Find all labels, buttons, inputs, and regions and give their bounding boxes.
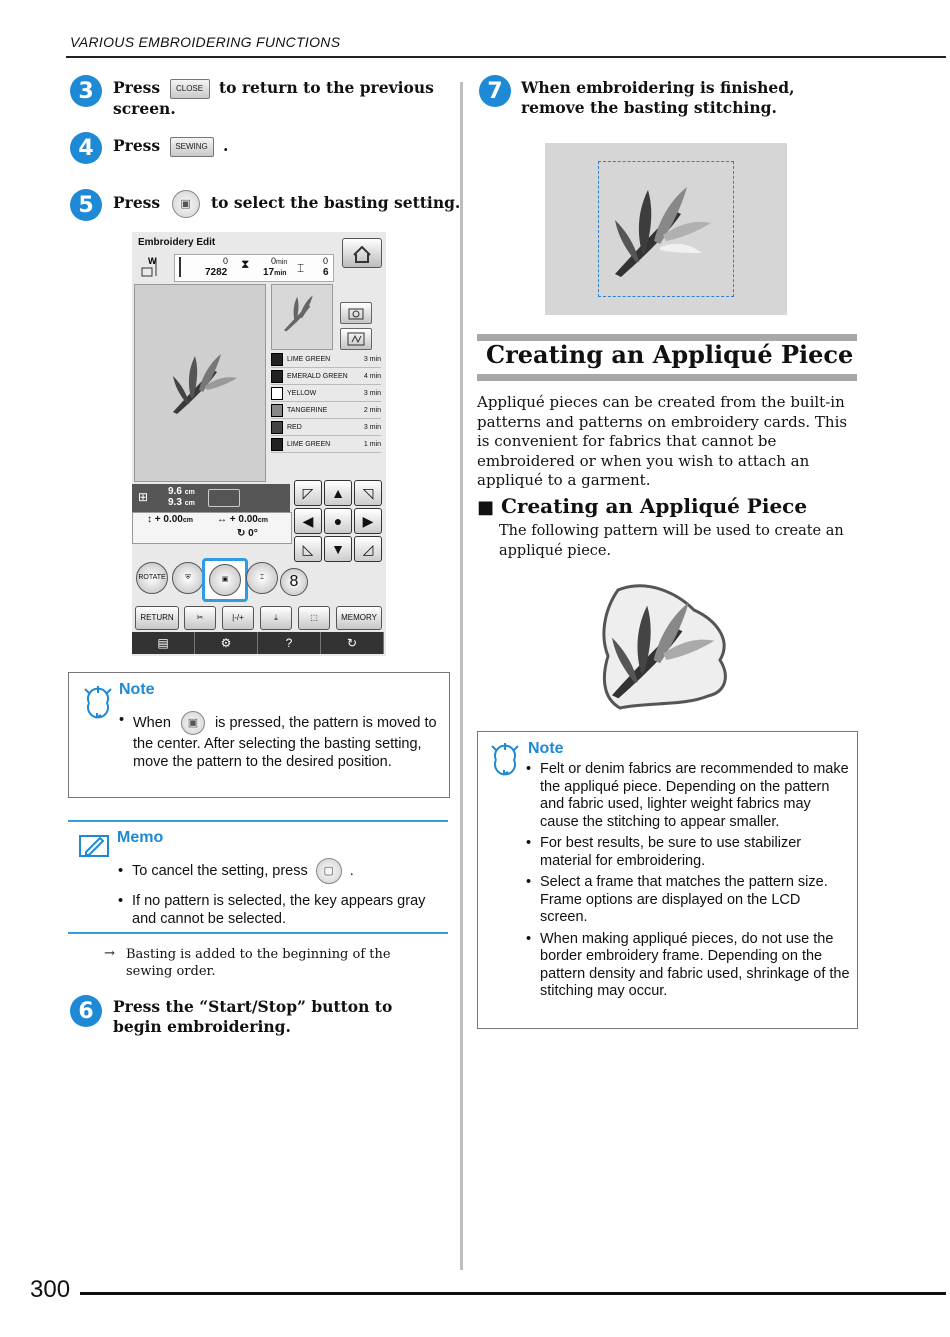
heading-rule-bottom xyxy=(477,374,857,381)
step-4-text xyxy=(113,136,228,157)
leaf-embroidery-icon xyxy=(135,285,265,481)
step-5-pre: Press xyxy=(113,193,161,212)
arrow-down-right-icon[interactable]: ◿ xyxy=(354,536,382,562)
basting-icon: ▣ xyxy=(181,711,205,735)
offset-unit: cm xyxy=(257,517,268,524)
spool-swatch xyxy=(271,353,283,366)
memo-title: Memo xyxy=(117,829,164,846)
column-divider xyxy=(460,82,463,1270)
note-item xyxy=(526,835,851,870)
memo-body xyxy=(118,858,438,928)
memo-item-1 xyxy=(132,858,354,884)
step-3-post2: screen. xyxy=(113,99,176,118)
step-number-6: 6 xyxy=(70,995,102,1027)
spool-swatch xyxy=(271,421,283,434)
note-bullet-post: is pressed, the pattern is moved xyxy=(214,714,421,731)
time-unit: min xyxy=(274,270,287,277)
color-count: 6 xyxy=(323,267,329,278)
basting-result-image xyxy=(545,143,787,315)
leaf-embroidery-icon xyxy=(598,580,734,712)
bullet-dot: • xyxy=(526,930,532,947)
list-icon[interactable]: ▤ xyxy=(132,632,195,654)
step-3-post: to return to the previous xyxy=(218,78,434,97)
time-top-unit: min xyxy=(276,259,288,266)
note-title: Note xyxy=(528,740,564,757)
arrow-left-icon[interactable]: ◀ xyxy=(294,508,322,534)
note-list xyxy=(526,761,851,1001)
shield-icon[interactable]: ⛨ xyxy=(172,562,204,594)
pattern-height xyxy=(168,497,195,508)
color-name: LIME GREEN xyxy=(287,441,331,448)
color-top: 0 xyxy=(323,256,329,266)
step-4-pre: Press xyxy=(113,136,161,155)
spool-icon: ⌶ xyxy=(297,261,305,275)
arrow-up-right-icon[interactable]: ◹ xyxy=(354,480,382,506)
spool-swatch xyxy=(271,387,283,400)
stitch-count: 7282 xyxy=(205,267,228,278)
arrow-right-icon: → xyxy=(104,946,115,961)
horizontal-offset-value: + 0.00 xyxy=(229,514,258,525)
step-number-3: 3 xyxy=(70,75,102,107)
note-item xyxy=(526,761,851,831)
header-rule xyxy=(66,56,946,58)
lcd-screen xyxy=(132,232,386,656)
note-item-text: Felt or denim fabrics are recommended to make the appliqué piece. Depending on the pattern and fabric used, lighter weight fabrics may cause the stitching to appear smaller. xyxy=(540,761,849,830)
color-row xyxy=(271,437,381,453)
note-item-text: When making appliqué pieces, do not use the border embroidery frame. Depending on the pattern density and fabric used, shrinkage of the stitching may occur. xyxy=(540,930,850,999)
size-panel xyxy=(132,484,290,512)
subheading xyxy=(477,494,807,518)
center-icon[interactable]: ● xyxy=(324,508,352,534)
bullet-dot: • xyxy=(118,893,124,909)
step-4-post: . xyxy=(222,136,229,155)
needle-adjust-icon[interactable]: |-/+ xyxy=(222,606,254,630)
basting-gray-icon: ▢ xyxy=(316,858,342,884)
note-icon xyxy=(81,685,115,727)
lcd-title: Embroidery Edit xyxy=(138,237,216,248)
color-time: 3 min xyxy=(363,356,381,363)
svg-text:W: W xyxy=(148,256,157,266)
note-bullet-rest: to the center. After selecting the basting setting, move the pattern to the desired position. xyxy=(133,714,437,770)
memo-icon xyxy=(78,830,110,860)
horizontal-offset: ↔ + 0.00cm xyxy=(217,514,268,525)
step-5-post: to select the basting setting. xyxy=(210,193,461,212)
intro-text: Appliqué pieces can be created from the built-in patterns and patterns on embroidery cards. This is convenient for fabrics that cannot be embroidered or when you wish to attach an appliqué to a garment. xyxy=(477,393,848,489)
size-icon: ⊞ xyxy=(138,490,149,504)
color-name: LIME GREEN xyxy=(287,356,331,363)
note-item xyxy=(526,874,851,927)
note-bullet xyxy=(119,711,439,771)
color-name: TANGERINE xyxy=(287,407,328,414)
time-top xyxy=(271,256,287,266)
arrow-up-icon[interactable]: ▲ xyxy=(324,480,352,506)
color-time: 4 min xyxy=(363,373,381,380)
rotate-button[interactable]: ROTATE xyxy=(136,562,168,594)
trial-icon[interactable]: ⬚ xyxy=(298,606,330,630)
arrow-down-icon[interactable]: ▼ xyxy=(324,536,352,562)
time-value: 17 xyxy=(263,267,275,278)
step-number-7: 7 xyxy=(479,75,511,107)
memo-item xyxy=(118,858,438,884)
color-name: RED xyxy=(287,424,302,431)
bullet-dot: • xyxy=(118,863,124,879)
color-row xyxy=(271,369,381,385)
arrow-right-icon[interactable]: ▶ xyxy=(354,508,382,534)
arrow-down-left-icon[interactable]: ◺ xyxy=(294,536,322,562)
step-7-text: When embroidering is finished, remove the basting stitching. xyxy=(521,78,795,117)
step-number-4: 4 xyxy=(70,132,102,164)
time-total xyxy=(263,267,287,278)
note-box xyxy=(68,672,450,798)
basting-icon: ▣ xyxy=(209,564,241,596)
note-icon xyxy=(488,742,522,784)
time-top-value: 0 xyxy=(271,256,277,266)
color-time: 2 min xyxy=(363,407,381,414)
memo-item-2: If no pattern is selected, the key appears gray and cannot be selected. xyxy=(132,893,426,927)
spool-button[interactable]: ⌶ xyxy=(246,562,278,594)
memo-item xyxy=(118,892,438,928)
rotation-angle-value: 0° xyxy=(248,528,258,539)
vertical-offset: ↕ + 0.00cm xyxy=(147,514,193,525)
color-row xyxy=(271,420,381,436)
needle-icon xyxy=(179,257,189,277)
note-bullet-text xyxy=(133,711,439,771)
scissors-icon[interactable]: ✂ xyxy=(184,606,216,630)
color-time: 3 min xyxy=(363,390,381,397)
color-name: YELLOW xyxy=(287,390,317,397)
memo-item-1-post: . xyxy=(349,862,354,879)
memo-bottom-rule xyxy=(68,932,448,934)
section-header: VARIOUS EMBROIDERING FUNCTIONS xyxy=(70,34,341,50)
bullet-dot: • xyxy=(526,835,532,851)
note-body xyxy=(119,711,439,771)
footer-rule xyxy=(80,1292,946,1295)
pattern-width xyxy=(168,486,195,497)
spool-swatch xyxy=(271,370,283,383)
step-number-5: 5 xyxy=(70,189,102,221)
page-number: 300 xyxy=(30,1276,71,1303)
help-button[interactable]: ? xyxy=(258,632,321,654)
note-box-right xyxy=(477,731,858,1029)
arrow-keypad xyxy=(292,478,384,562)
size-unit: cm xyxy=(184,500,195,507)
bullet-dot: • xyxy=(119,712,125,728)
memory-button[interactable]: MEMORY xyxy=(336,606,382,630)
stitch-count-top: 0 xyxy=(223,256,229,266)
return-button[interactable]: RETURN xyxy=(135,606,179,630)
color-time: 3 min xyxy=(363,424,381,431)
color-row xyxy=(271,386,381,402)
step-3-text xyxy=(113,78,443,119)
eight-button[interactable]: 8 xyxy=(280,568,308,596)
subheading-text: Creating an Appliqué Piece xyxy=(500,494,808,518)
spool-swatch xyxy=(271,404,283,417)
arrow-up-left-icon[interactable]: ◸ xyxy=(294,480,322,506)
offset-unit: cm xyxy=(182,517,193,524)
home-icon[interactable] xyxy=(342,238,382,268)
hourglass-icon: ⧗ xyxy=(241,257,250,271)
camera-icon[interactable] xyxy=(340,302,372,324)
section-heading: Creating an Appliqué Piece xyxy=(486,340,854,369)
leaf-embroidery-icon xyxy=(605,171,725,291)
basting-icon: ▣ xyxy=(172,190,200,218)
step-3-pre: Press xyxy=(113,78,161,97)
color-time: 1 min xyxy=(363,441,381,448)
result-text: Basting is added to the beginning of the sewing order. xyxy=(126,947,391,979)
lcd-bottom-bar xyxy=(132,632,384,654)
note-bullet-pre: When xyxy=(133,714,171,731)
memo-top-rule xyxy=(68,820,448,822)
note-title: Note xyxy=(119,681,155,698)
size-unit: cm xyxy=(184,489,195,496)
pattern-thumbnail xyxy=(271,284,333,350)
pattern-width-value: 9.6 xyxy=(168,486,182,497)
color-name: EMERALD GREEN xyxy=(287,373,348,380)
close-button-image: CLOSE xyxy=(170,79,210,99)
applique-pattern-image xyxy=(598,580,734,712)
frame-display-icon[interactable] xyxy=(340,328,372,350)
note-item-text: Select a frame that matches the pattern size. Frame options are displayed on the LCD screen. xyxy=(540,874,828,925)
needle-down-icon[interactable]: ⤓ xyxy=(260,606,292,630)
frame-icon xyxy=(208,489,240,507)
memo-item-1-pre: To cancel the setting, press xyxy=(132,862,308,879)
step-5-text xyxy=(113,190,460,218)
lcd-info-bar xyxy=(174,254,334,282)
settings-icon[interactable]: ↻ xyxy=(321,632,384,654)
pattern-preview xyxy=(134,284,266,482)
sewing-button-image: SEWING xyxy=(170,137,214,157)
step-6-text: Press the “Start/Stop” button to begin embroidering. xyxy=(113,997,393,1036)
note-item xyxy=(526,931,851,1001)
bullet-dot: • xyxy=(526,874,532,890)
spool-swatch xyxy=(271,438,283,451)
square-bullet-icon: ■ xyxy=(477,497,495,518)
presser-foot-icon xyxy=(138,254,170,280)
color-row xyxy=(271,352,381,368)
position-panel xyxy=(132,512,292,544)
machine-icon[interactable]: ⚙ xyxy=(195,632,258,654)
vertical-offset-value: + 0.00 xyxy=(154,514,183,525)
pattern-height-value: 9.3 xyxy=(168,497,182,508)
basting-button[interactable] xyxy=(202,558,248,602)
note-item-text: For best results, be sure to use stabilizer material for embroidering. xyxy=(540,835,802,869)
rotation-angle: ↻ 0° xyxy=(237,528,258,539)
bullet-dot: • xyxy=(526,761,532,777)
subheading-text-body: The following pattern will be used to create an appliqué piece. xyxy=(499,523,844,559)
color-row xyxy=(271,403,381,419)
